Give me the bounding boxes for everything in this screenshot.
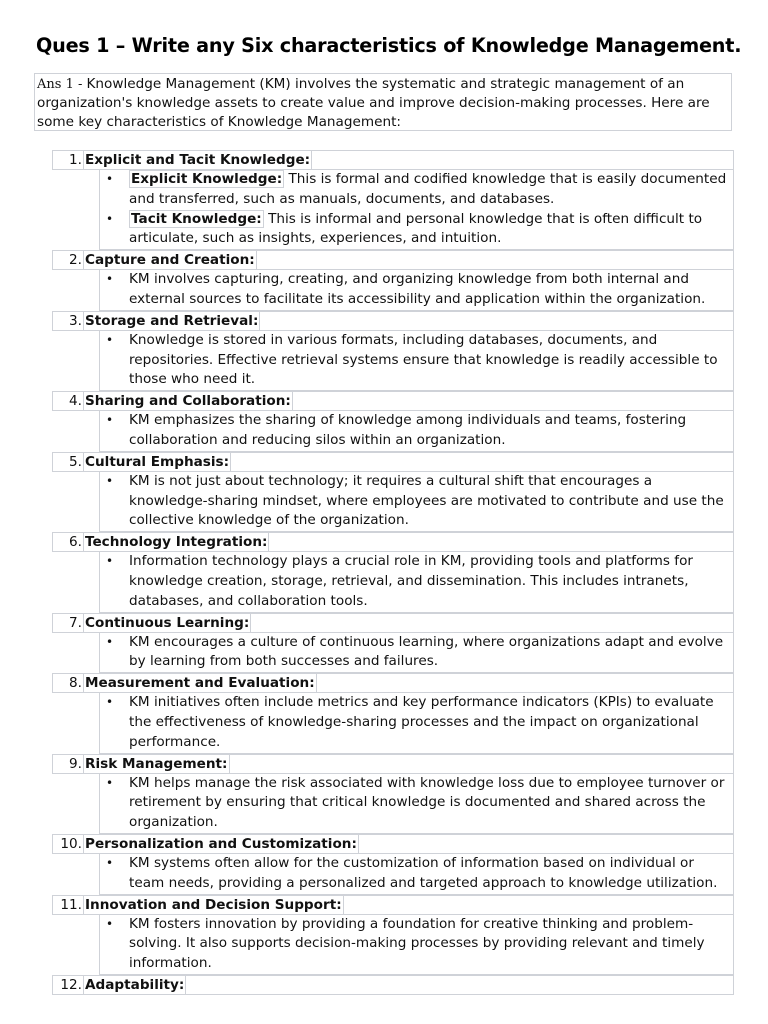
list-item-number: 3. (69, 312, 82, 329)
bullet-icon: • (106, 695, 114, 710)
answer-prefix: Ans 1 - (37, 77, 87, 92)
list-item-body (99, 915, 734, 975)
list-item-number: 8. (69, 675, 82, 692)
list-item-body (99, 170, 734, 250)
bullet-text: KM systems often allow for the customization of information based on individual or team needs, providing a personalized and targeted approach to knowledge utilization. (129, 854, 718, 891)
bullet-point (100, 411, 733, 451)
list-item-title: Personalization and Customization: (85, 835, 357, 852)
bullet-icon: • (106, 272, 114, 287)
list-item-body (99, 774, 734, 834)
list-item-number: 4. (69, 393, 82, 410)
list-item-body (99, 633, 734, 674)
list-item-title: Adaptability: (85, 976, 185, 993)
list-item-heading (52, 975, 734, 995)
list-item-heading (52, 532, 734, 552)
list-item-title: Measurement and Evaluation: (85, 675, 315, 692)
bullet-point (100, 693, 733, 752)
bullet-icon: • (106, 172, 114, 186)
list-item-heading (52, 754, 734, 774)
list-item-heading (52, 613, 734, 633)
bullet-icon: • (106, 855, 114, 870)
bullet-text: KM helps manage the risk associated with knowledge loss due to employee turnover or retirement by ensuring that critical knowledge is documented and shared across the organization. (129, 774, 725, 831)
bullet-text: Knowledge is stored in various formats, including databases, documents, and repositories. Effective retrieval systems ensure that knowledge is readily accessible to those who need it. (129, 331, 718, 388)
bullet-point (100, 472, 733, 531)
bullet-point (100, 210, 733, 250)
list-item-heading (52, 391, 734, 411)
list-item-number: 6. (69, 534, 82, 551)
list-item-heading (52, 250, 734, 270)
list-item-heading (52, 895, 734, 915)
list-item-heading (52, 452, 734, 472)
list-item-body (99, 854, 734, 895)
list-item-number: 7. (69, 614, 82, 631)
list-item-number: 11. (60, 896, 82, 913)
list-item-number: 5. (69, 453, 82, 470)
bullet-icon: • (106, 332, 114, 347)
list-item-body (99, 552, 734, 612)
bullet-icon: • (106, 916, 114, 931)
bullet-text: KM initiatives often include metrics and key performance indicators (KPIs) to evaluate the effectiveness of knowledge-sharing processes and the impact on organizational performance. (129, 694, 714, 750)
bullet-point (100, 915, 733, 974)
bullet-point (100, 854, 733, 894)
list-item-body (99, 693, 734, 753)
bullet-text: This is informal and personal knowledge that is often difficult to articulate, such as insights, experiences, and intuition. (129, 210, 703, 247)
list-item-title: Technology Integration: (85, 534, 268, 551)
answer-intro (34, 73, 732, 131)
list-item-body (99, 411, 734, 452)
bullet-label: Tacit Knowledge: (131, 210, 262, 227)
bullet-label: Explicit Knowledge: (131, 171, 283, 187)
bullet-point (100, 633, 733, 673)
list-item-body (99, 331, 734, 391)
bullet-text: KM encourages a culture of continuous learning, where organizations adapt and evolve by learning from both successes and failures. (129, 633, 724, 670)
list-item-number: 9. (69, 755, 82, 772)
list-item-body (99, 270, 734, 311)
list-item-heading (52, 150, 734, 170)
bullet-point (100, 331, 733, 390)
list-item-number: 10. (60, 835, 82, 852)
bullet-text: This is formal and codified knowledge that is easily documented and transferred, such as manuals, documents, and databases. (129, 171, 727, 207)
bullet-icon: • (106, 413, 114, 428)
list-item-heading (52, 311, 734, 331)
list-item-title: Cultural Emphasis: (85, 453, 230, 470)
list-item-title: Continuous Learning: (85, 614, 250, 631)
bullet-icon: • (106, 634, 114, 649)
list-item-title: Capture and Creation: (85, 252, 255, 269)
bullet-text: KM fosters innovation by providing a foundation for creative thinking and problem-solving. It also supports decision-making processes by providing relevant and timely information. (129, 915, 705, 972)
bullet-point (100, 774, 733, 833)
bullet-icon: • (106, 211, 114, 226)
bullet-point (100, 170, 733, 210)
bullet-point (100, 552, 733, 611)
bullet-point (100, 270, 733, 310)
list-item-title: Explicit and Tacit Knowledge: (85, 152, 311, 168)
bullet-text: Information technology plays a crucial role in KM, providing tools and platforms for knowledge creation, storage, retrieval, and dissemination. This includes intranets, databases, and collaboration tools. (129, 553, 693, 609)
list-item-heading (52, 834, 734, 854)
bullet-text: KM involves capturing, creating, and organizing knowledge from both internal and external sources to facilitate its accessibility and application within the organization. (129, 271, 706, 307)
bullet-icon: • (106, 554, 114, 569)
list-item-title: Storage and Retrieval: (85, 312, 259, 329)
bullet-icon: • (106, 473, 114, 488)
list-item-title: Sharing and Collaboration: (85, 393, 291, 410)
list-item-heading (52, 673, 734, 693)
page-title: Ques 1 – Write any Six characteristics of Knowledge Management. (36, 34, 742, 57)
answer-text: Knowledge Management (KM) involves the systematic and strategic management of an organization's knowledge assets to create value and improve decision-making processes. Here are some key characteristics of Knowledge Management: (37, 76, 710, 130)
bullet-text: KM is not just about technology; it requires a cultural shift that encourages a knowledge-sharing mindset, where employees are motivated to contribute and use the collective knowledge of the organization. (129, 472, 724, 529)
bullet-icon: • (106, 775, 114, 790)
list-item-number: 1. (69, 152, 82, 168)
list-item-number: 2. (69, 252, 82, 269)
list-item-title: Innovation and Decision Support: (85, 896, 342, 913)
list-item-number: 12. (60, 976, 82, 993)
characteristics-list (52, 150, 734, 995)
bullet-text: KM emphasizes the sharing of knowledge among individuals and teams, fostering collaboration and reducing silos within an organization. (129, 412, 687, 448)
list-item-body (99, 472, 734, 532)
list-item-title: Risk Management: (85, 755, 228, 772)
